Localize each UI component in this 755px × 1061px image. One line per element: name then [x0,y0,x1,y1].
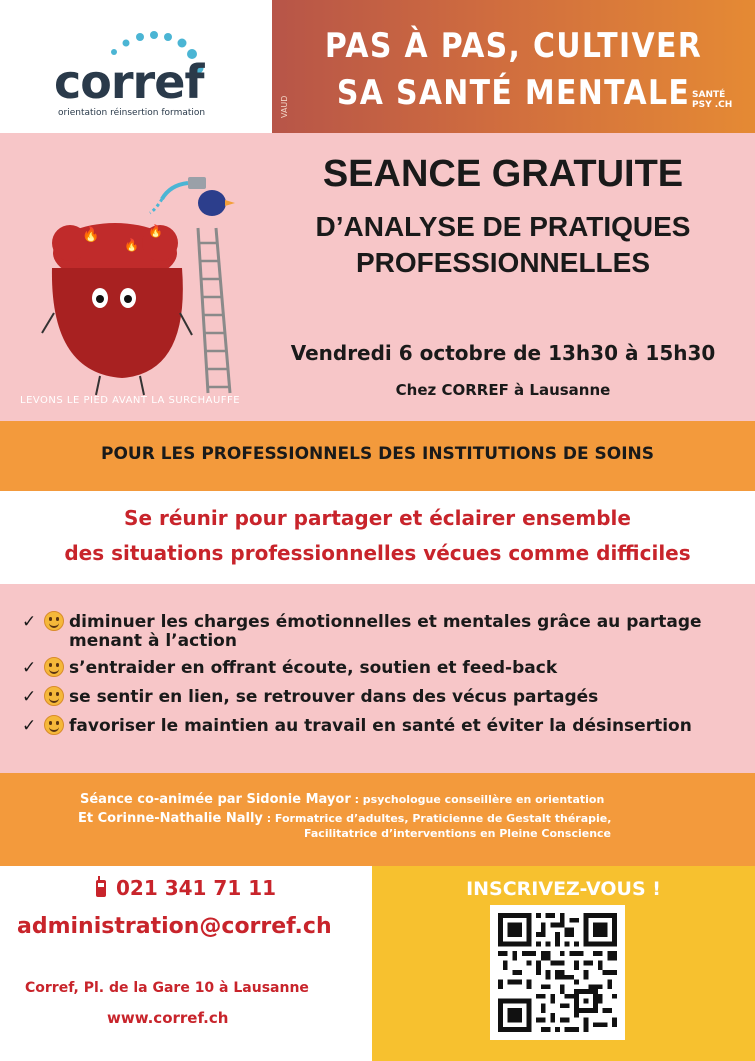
website-link[interactable]: www.corref.ch [107,1009,229,1027]
goal-line-1: Se réunir pour partager et éclairer ensemble [124,506,631,530]
smiley-icon [44,715,64,735]
list-item: ✓ diminuer les charges émotionnelles et mentales grâce au partage menant à l’action [22,612,702,651]
svg-text:🔥: 🔥 [124,238,139,252]
contact-section [0,866,372,1061]
illustration-caption: LEVONS LE PIED AVANT LA SURCHAUFFE [20,395,241,406]
facilitator-1: Séance co-animée par Sidonie Mayor : psychologue conseillère en orientation [80,792,605,807]
smiley-icon [44,657,64,677]
hero-subtitle-2: PROFESSIONNELLES [355,247,651,278]
santepsy-logo: SANTÉ PSY .CH [692,90,733,110]
hero-section [0,133,755,421]
logo-tagline: orientation réinsertion formation [58,108,206,118]
list-item: ✓ se sentir en lien, se retrouver dans des vécus partagés [22,687,599,707]
address: Corref, Pl. de la Gare 10 à Lausanne [25,980,309,996]
audience-text: POUR LES PROFESSIONNELS DES INSTITUTIONS DE SOINS [100,444,655,464]
facilitator-2-role: Facilitatrice d’interventions en Pleine Conscience [304,827,612,840]
svg-text:🔥: 🔥 [148,224,163,238]
goal-line-2: des situations professionnelles vécues comme difficiles [64,541,691,565]
check-icon: ✓ [22,687,37,707]
hero-title: SEANCE GRATUITE [322,153,684,195]
event-location: Chez CORREF à Lausanne [395,381,611,399]
event-date: Vendredi 6 octobre de 13h30 à 15h30 [290,341,716,365]
svg-text:🔥: 🔥 [82,227,100,243]
email-link[interactable]: administration@corref.ch [17,914,332,939]
facilitators-section [0,773,755,866]
signup-label: INSCRIVEZ-VOUS ! [466,878,661,900]
signup-section [372,866,755,1061]
campaign-banner [272,0,755,133]
check-icon: ✓ [22,612,37,632]
check-icon: ✓ [22,716,37,736]
goal-section [0,491,755,584]
list-item: ✓ favoriser le maintien au travail en santé et éviter la désinsertion [22,716,692,736]
pot-illustration [30,173,250,403]
hero-subtitle-1: D’ANALYSE DE PRATIQUES [315,211,691,242]
banner-line-1: PAS À PAS, CULTIVER [324,26,703,66]
list-item: ✓ s’entraider en offrant écoute, soutien et feed-back [22,658,558,678]
smiley-icon [44,611,64,631]
logo-area [0,0,272,133]
logo-wordmark: corref [54,55,204,109]
benefits-list [0,584,755,773]
smiley-icon [44,686,64,706]
banner-line-2: SA SANTÉ MENTALE [336,73,691,113]
check-icon: ✓ [22,658,37,678]
phone-number[interactable]: 021 341 71 11 [116,876,277,900]
vaud-logo: VAUD [280,95,289,118]
phone-icon [94,876,108,898]
qr-code[interactable] [490,905,625,1040]
audience-band [0,421,755,491]
facilitator-2: Et Corinne-Nathalie Nally : Formatrice d’adultes, Praticienne de Gestalt thérapie, [78,811,612,826]
